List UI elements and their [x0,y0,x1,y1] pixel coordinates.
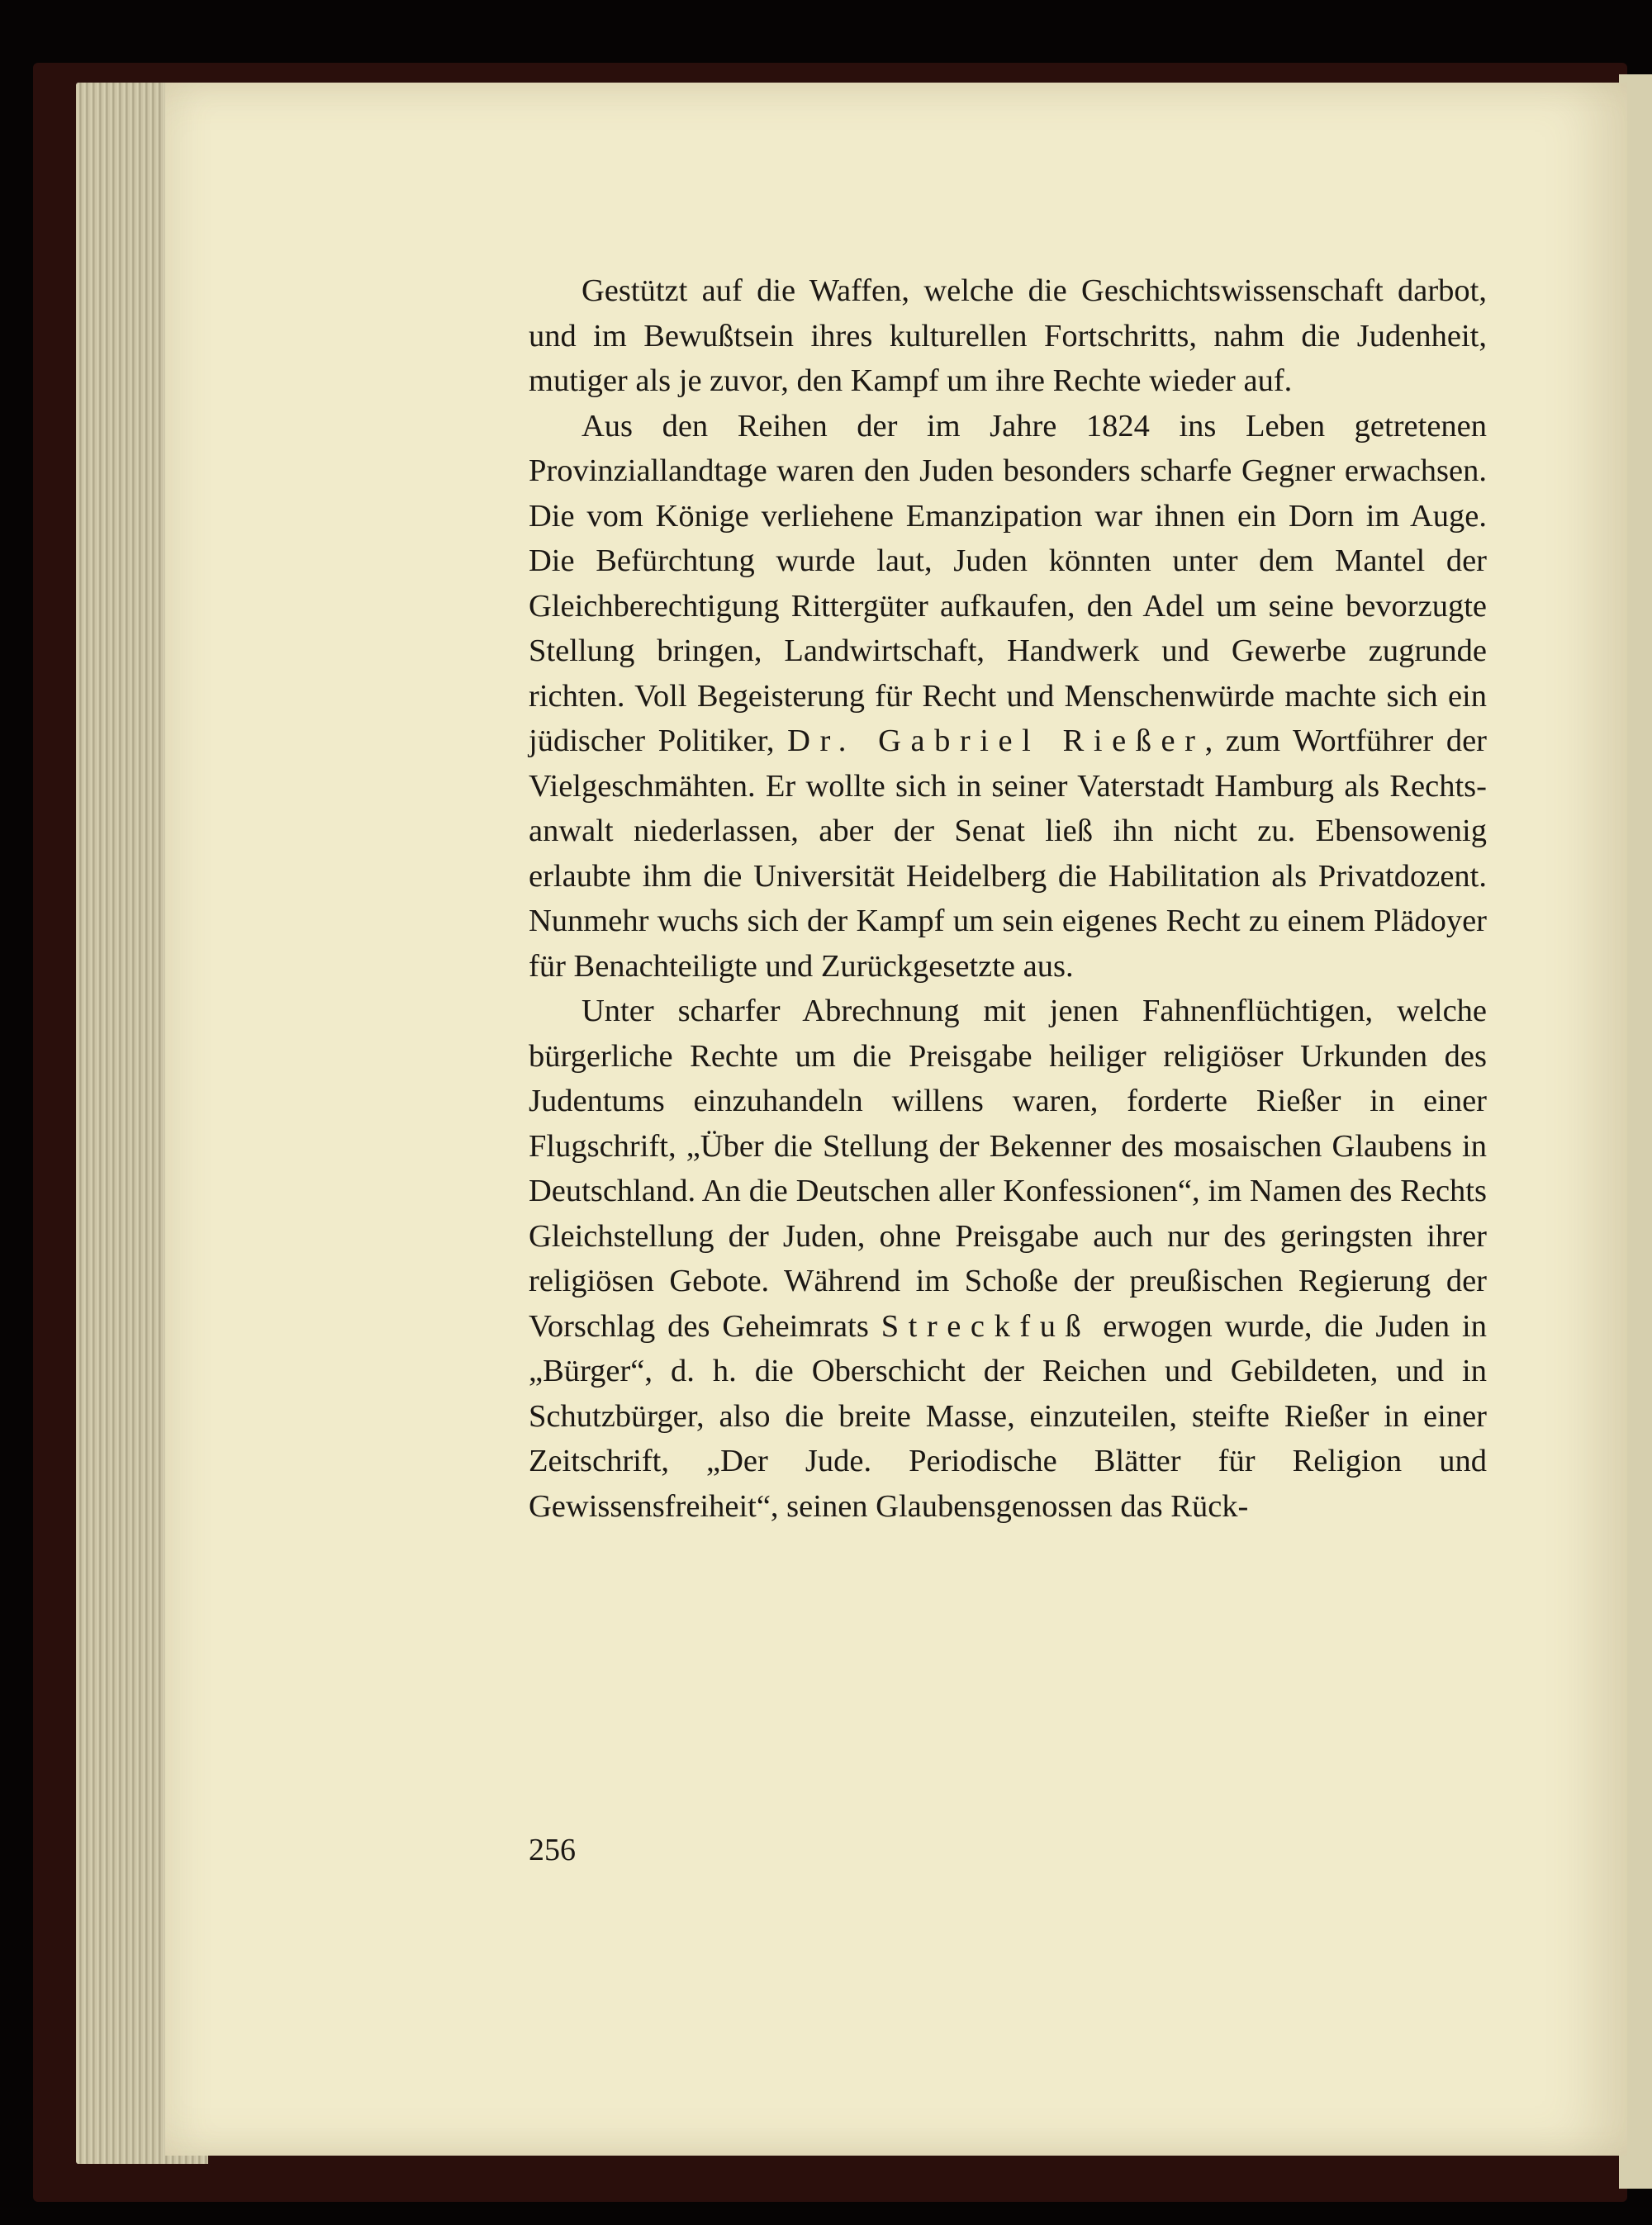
paragraph-3-text-b: erwogen wurde, die Juden in „Bürger“, d. h. die Oberschicht der Reichen und Gebildeten, und in Schutzbürger, also die breite Masse, einzuteilen, steifte Rießer in einer Zeitschrift, „Der Jude. Periodische Blätter für Religion und Gewissensfreiheit“, seinen Glaubensgenossen das Rück- [529,1308,1487,1524]
paragraph-1-text: Gestützt auf die Waffen, welche die Geschichtswissenschaft darbot, und im Bewußtsein ihres kulturellen Fortschritts, nahm die Judenheit, mutiger als je zuvor, den Kampf um ihre Rechte wieder auf. [529,273,1487,398]
paragraph-3 [529,989,1487,1529]
paragraph-1 [529,268,1487,404]
paragraph-2-text-a: Aus den Reihen der im Jahre 1824 ins Leben getretenen Provinziallandtage waren den Juden besonders scharfe Gegner erwachsen. Die vom Könige verliehene Emanzipation war ihnen ein Dorn im Auge. Die Befürchtung wurde laut, Juden könnten unter dem Mantel der Gleichberechtigung Rittergüter aufkaufen, den Adel um seine bevorzugte Stellung bringen, Landwirtschaft, Handwerk und Gewerbe zugrunde richten. Voll Begeisterung für Recht und Menschenwürde machte sich ein jüdischer Politiker, [529,408,1487,758]
page-number: 256 [529,1833,576,1867]
paragraph-3-text-a: Unter scharfer Abrechnung mit jenen Fahnenflüchtigen, welche bürgerliche Rechte um die Preisgabe heiliger religiöser Urkunden des Judentums einzuhandeln willens waren, forderte Rießer in einer Flugschrift, „Über die Stellung der Bekenner des mosaischen Glaubens in Deutschland. An die Deutschen aller Konfessionen“, im Namen des Rechts Gleichstellung der Juden, ohne Preisgabe auch nur des geringsten ihrer religiösen Gebote. Während im Schoße der preußischen Regierung der Vorschlag des Geheimrats [529,994,1487,1344]
paragraph-2 [529,404,1487,989]
paragraph-2-text-b: , zum Wortführer der Vielgeschmähten. Er wollte sich in seiner Vaterstadt Hamburg als Rechtsanwalt niederlassen, aber der Senat ließ ihn nicht zu. Ebensowenig erlaubte ihm die Universität Heidelberg die Habilitation als Privatdozent. Nunmehr wuchs sich der Kampf um sein eigenes Recht zu einem Plädoyer für Benachteiligte und Zurückgesetzte aus. [529,723,1487,984]
person-name-riesser: Dr. Gabriel Rießer [787,723,1205,758]
page-text [529,268,1487,1529]
person-name-streckfuss: Streckfuß [881,1308,1091,1344]
